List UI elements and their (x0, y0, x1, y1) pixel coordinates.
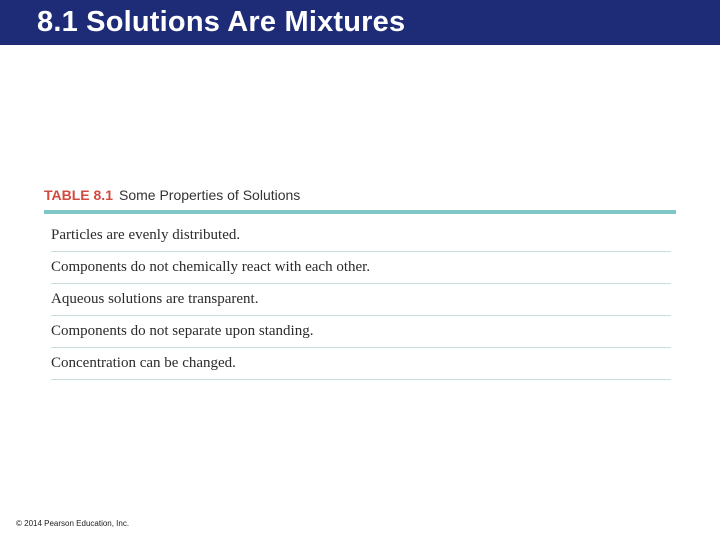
table-row (51, 316, 671, 348)
table-row-text: Components do not chemically react with each other. (51, 259, 371, 275)
table-number: TABLE 8.1 (44, 187, 113, 203)
table-row-text: Components do not separate upon standing. (51, 323, 314, 339)
table-row (51, 284, 671, 316)
title-bar (0, 0, 720, 45)
copyright-notice: © 2014 Pearson Education, Inc. (16, 519, 130, 528)
table-caption-text: Some Properties of Solutions (118, 187, 301, 203)
properties-table (51, 220, 671, 380)
table-row (51, 348, 671, 380)
table-top-rule (44, 210, 676, 214)
slide-title: 8.1 Solutions Are Mixtures (37, 6, 406, 38)
table-row (51, 252, 671, 284)
table-row (51, 220, 671, 252)
table-row-text: Concentration can be changed. (51, 355, 236, 371)
table-row-text: Particles are evenly distributed. (51, 227, 241, 243)
table-caption (44, 185, 300, 205)
table-row-text: Aqueous solutions are transparent. (51, 291, 259, 307)
